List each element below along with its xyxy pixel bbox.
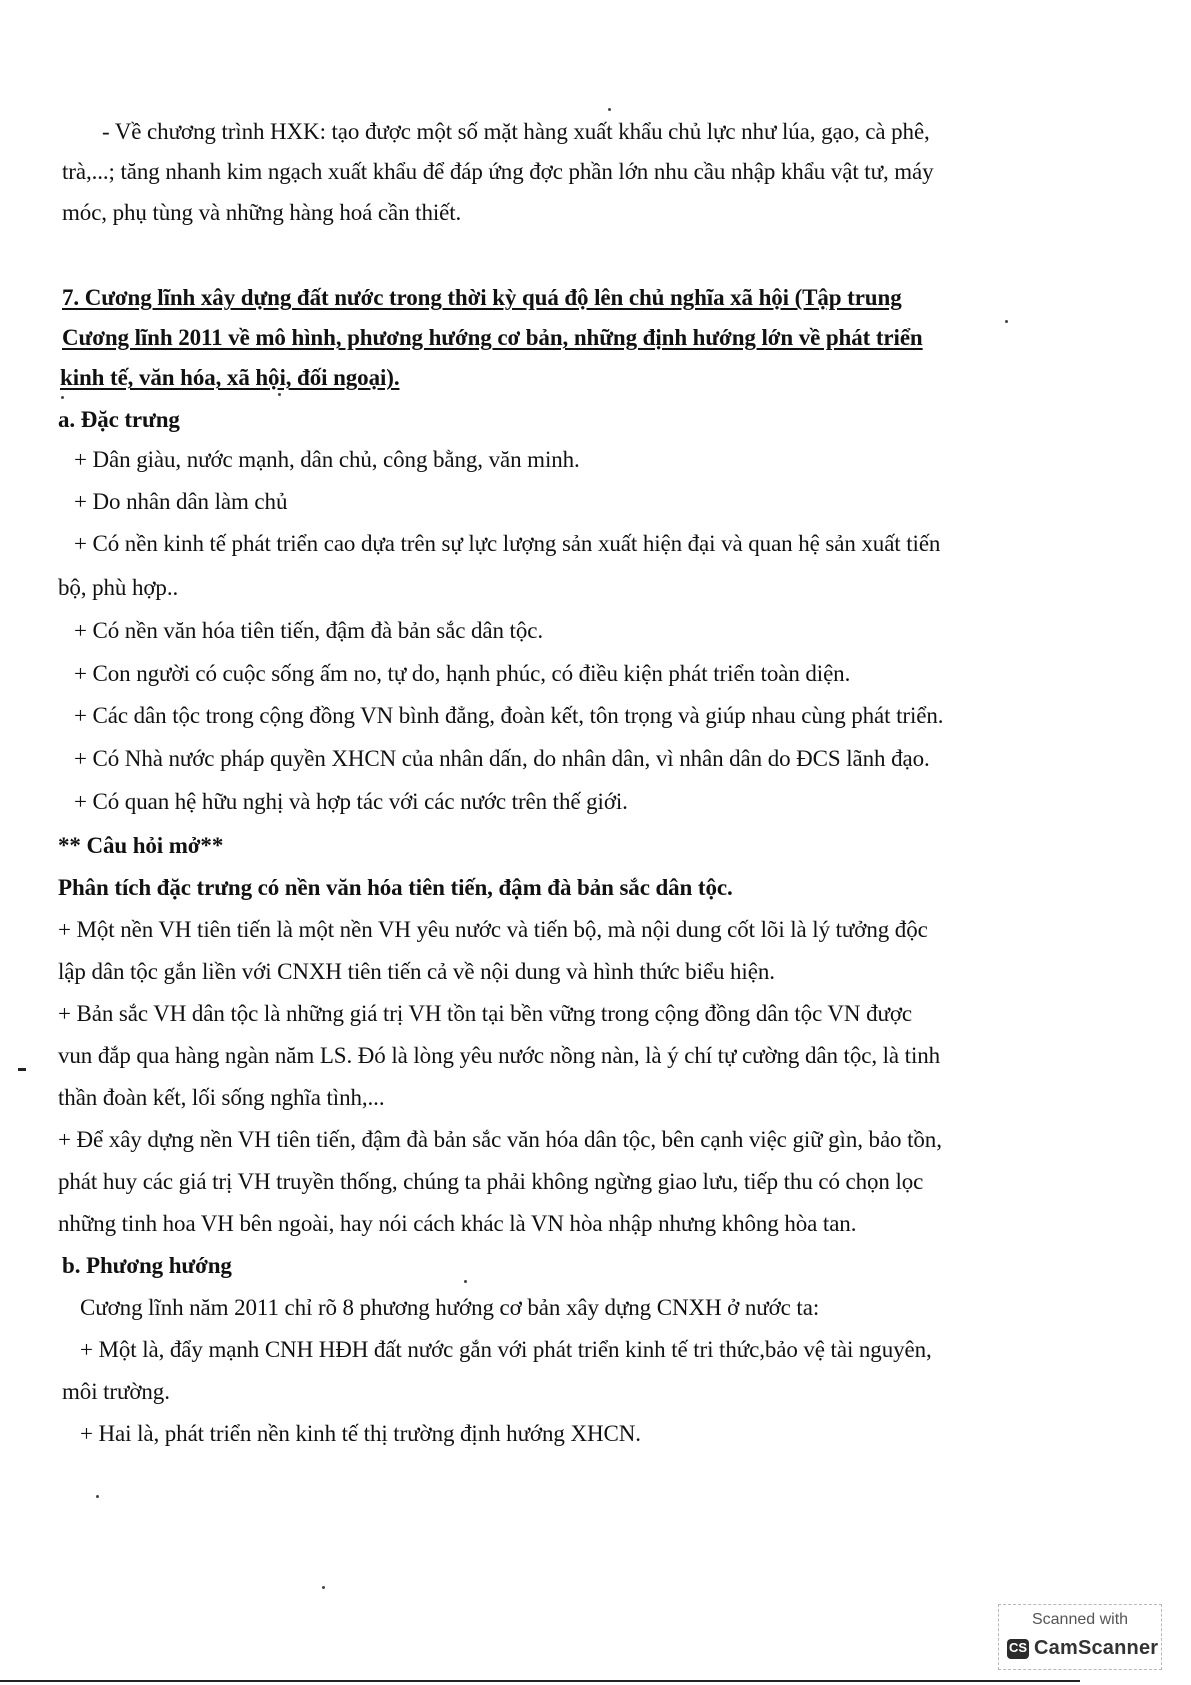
- scan-speck: [61, 396, 64, 399]
- intro-line-1: - Về chương trình HXK: tạo được một số mặt hàng xuất khẩu chủ lực như lúa, gạo, cà phê,: [102, 119, 930, 144]
- part-a-line: + Có quan hệ hữu nghị và hợp tác với các nước trên thế giới.: [74, 789, 628, 814]
- open-question-line: lập dân tộc gắn liền với CNXH tiên tiến cả về nội dung và hình thức biểu hiện.: [58, 959, 775, 984]
- open-question-line: + Một nền VH tiên tiến là một nền VH yêu nước và tiến bộ, mà nội dung cốt lõi là lý tưởng độc: [58, 917, 928, 942]
- intro-line-2: trà,...; tăng nhanh kim ngạch xuất khẩu để đáp ứng đợc phần lớn nhu cầu nhập khẩu vật tư, máy: [62, 159, 934, 184]
- open-question-line: vun đắp qua hàng ngàn năm LS. Đó là lòng yêu nước nồng nàn, là ý chí tự cường dân tộc, là tinh: [58, 1043, 941, 1068]
- part-a-title: a. Đặc trưng: [58, 407, 180, 432]
- camscanner-logo-text: CS: [1008, 1640, 1028, 1655]
- open-question-line: phát huy các giá trị VH truyền thống, chúng ta phải không ngừng giao lưu, tiếp thu có chọn lọc: [58, 1169, 924, 1194]
- scan-speck: [1005, 320, 1008, 323]
- part-a-line: + Dân giàu, nước mạnh, dân chủ, công bằng, văn minh.: [74, 447, 580, 472]
- part-a-line: + Các dân tộc trong cộng đồng VN bình đẳng, đoàn kết, tôn trọng và giúp nhau cùng phát triển.: [74, 703, 944, 728]
- scan-speck: [608, 108, 611, 111]
- scan-dash-mark: [18, 1068, 26, 1071]
- part-a-line: + Có nền kinh tế phát triển cao dựa trên sự lực lượng sản xuất hiện đại và quan hệ sản xuất tiến: [74, 531, 941, 556]
- section7-heading-line-1: 7. Cương lĩnh xây dựng đất nước trong thời kỳ quá độ lên chủ nghĩa xã hội (Tập trung: [62, 285, 902, 310]
- open-question-label: ** Câu hỏi mở**: [58, 833, 224, 858]
- scan-speck: [464, 1280, 467, 1283]
- open-question-line: những tinh hoa VH bên ngoài, hay nói cách khác là VN hòa nhập nhưng không hòa tan.: [58, 1211, 857, 1236]
- part-a-line: + Do nhân dân làm chủ: [74, 489, 288, 514]
- section7-heading-line-3: kinh tế, văn hóa, xã hội, đối ngoại).: [60, 365, 400, 390]
- open-question-title: Phân tích đặc trưng có nền văn hóa tiên tiến, đậm đà bản sắc dân tộc.: [58, 875, 733, 900]
- open-question-line: + Để xây dựng nền VH tiên tiến, đậm đà bản sắc văn hóa dân tộc, bên cạnh việc giữ gìn, bảo tồn,: [58, 1127, 942, 1152]
- watermark-caption: Scanned with: [1031, 1611, 1129, 1628]
- section7-heading-line-2: Cương lĩnh 2011 về mô hình, phương hướng cơ bản, những định hướng lớn về phát triển: [62, 325, 923, 350]
- part-b-line: + Hai là, phát triển nền kinh tế thị trường định hướng XHCN.: [80, 1421, 641, 1446]
- part-b-line: + Một là, đẩy mạnh CNH HĐH đất nước gắn với phát triển kinh tế tri thức,bảo vệ tài nguyên,: [80, 1337, 932, 1362]
- scan-speck: [96, 1495, 99, 1498]
- camscanner-watermark: [998, 1604, 1162, 1670]
- part-a-line: + Con người có cuộc sống ấm no, tự do, hạnh phúc, có điều kiện phát triển toàn diện.: [74, 661, 851, 686]
- scan-bottom-edge: [0, 1680, 1080, 1682]
- part-b-line: Cương lĩnh năm 2011 chỉ rõ 8 phương hướng cơ bản xây dựng CNXH ở nước ta:: [80, 1295, 820, 1320]
- open-question-line: thần đoàn kết, lối sống nghĩa tình,...: [58, 1085, 385, 1110]
- intro-line-3: móc, phụ tùng và những hàng hoá cần thiết.: [62, 200, 462, 225]
- part-b-line: môi trường.: [62, 1379, 170, 1404]
- camscanner-logo-icon: [1007, 1639, 1029, 1659]
- watermark-brand: CamScanner: [1034, 1637, 1159, 1659]
- part-a-line: + Có Nhà nước pháp quyền XHCN của nhân dấn, do nhân dân, vì nhân dân do ĐCS lãnh đạo.: [74, 746, 930, 771]
- part-a-line: + Có nền văn hóa tiên tiến, đậm đà bản sắc dân tộc.: [74, 618, 544, 643]
- part-a-line: bộ, phù hợp..: [58, 575, 179, 600]
- scan-speck: [278, 393, 281, 396]
- part-b-title: b. Phương hướng: [62, 1253, 232, 1278]
- scan-speck: [322, 1586, 325, 1589]
- open-question-line: + Bản sắc VH dân tộc là những giá trị VH tồn tại bền vững trong cộng đồng dân tộc VN được: [58, 1001, 913, 1026]
